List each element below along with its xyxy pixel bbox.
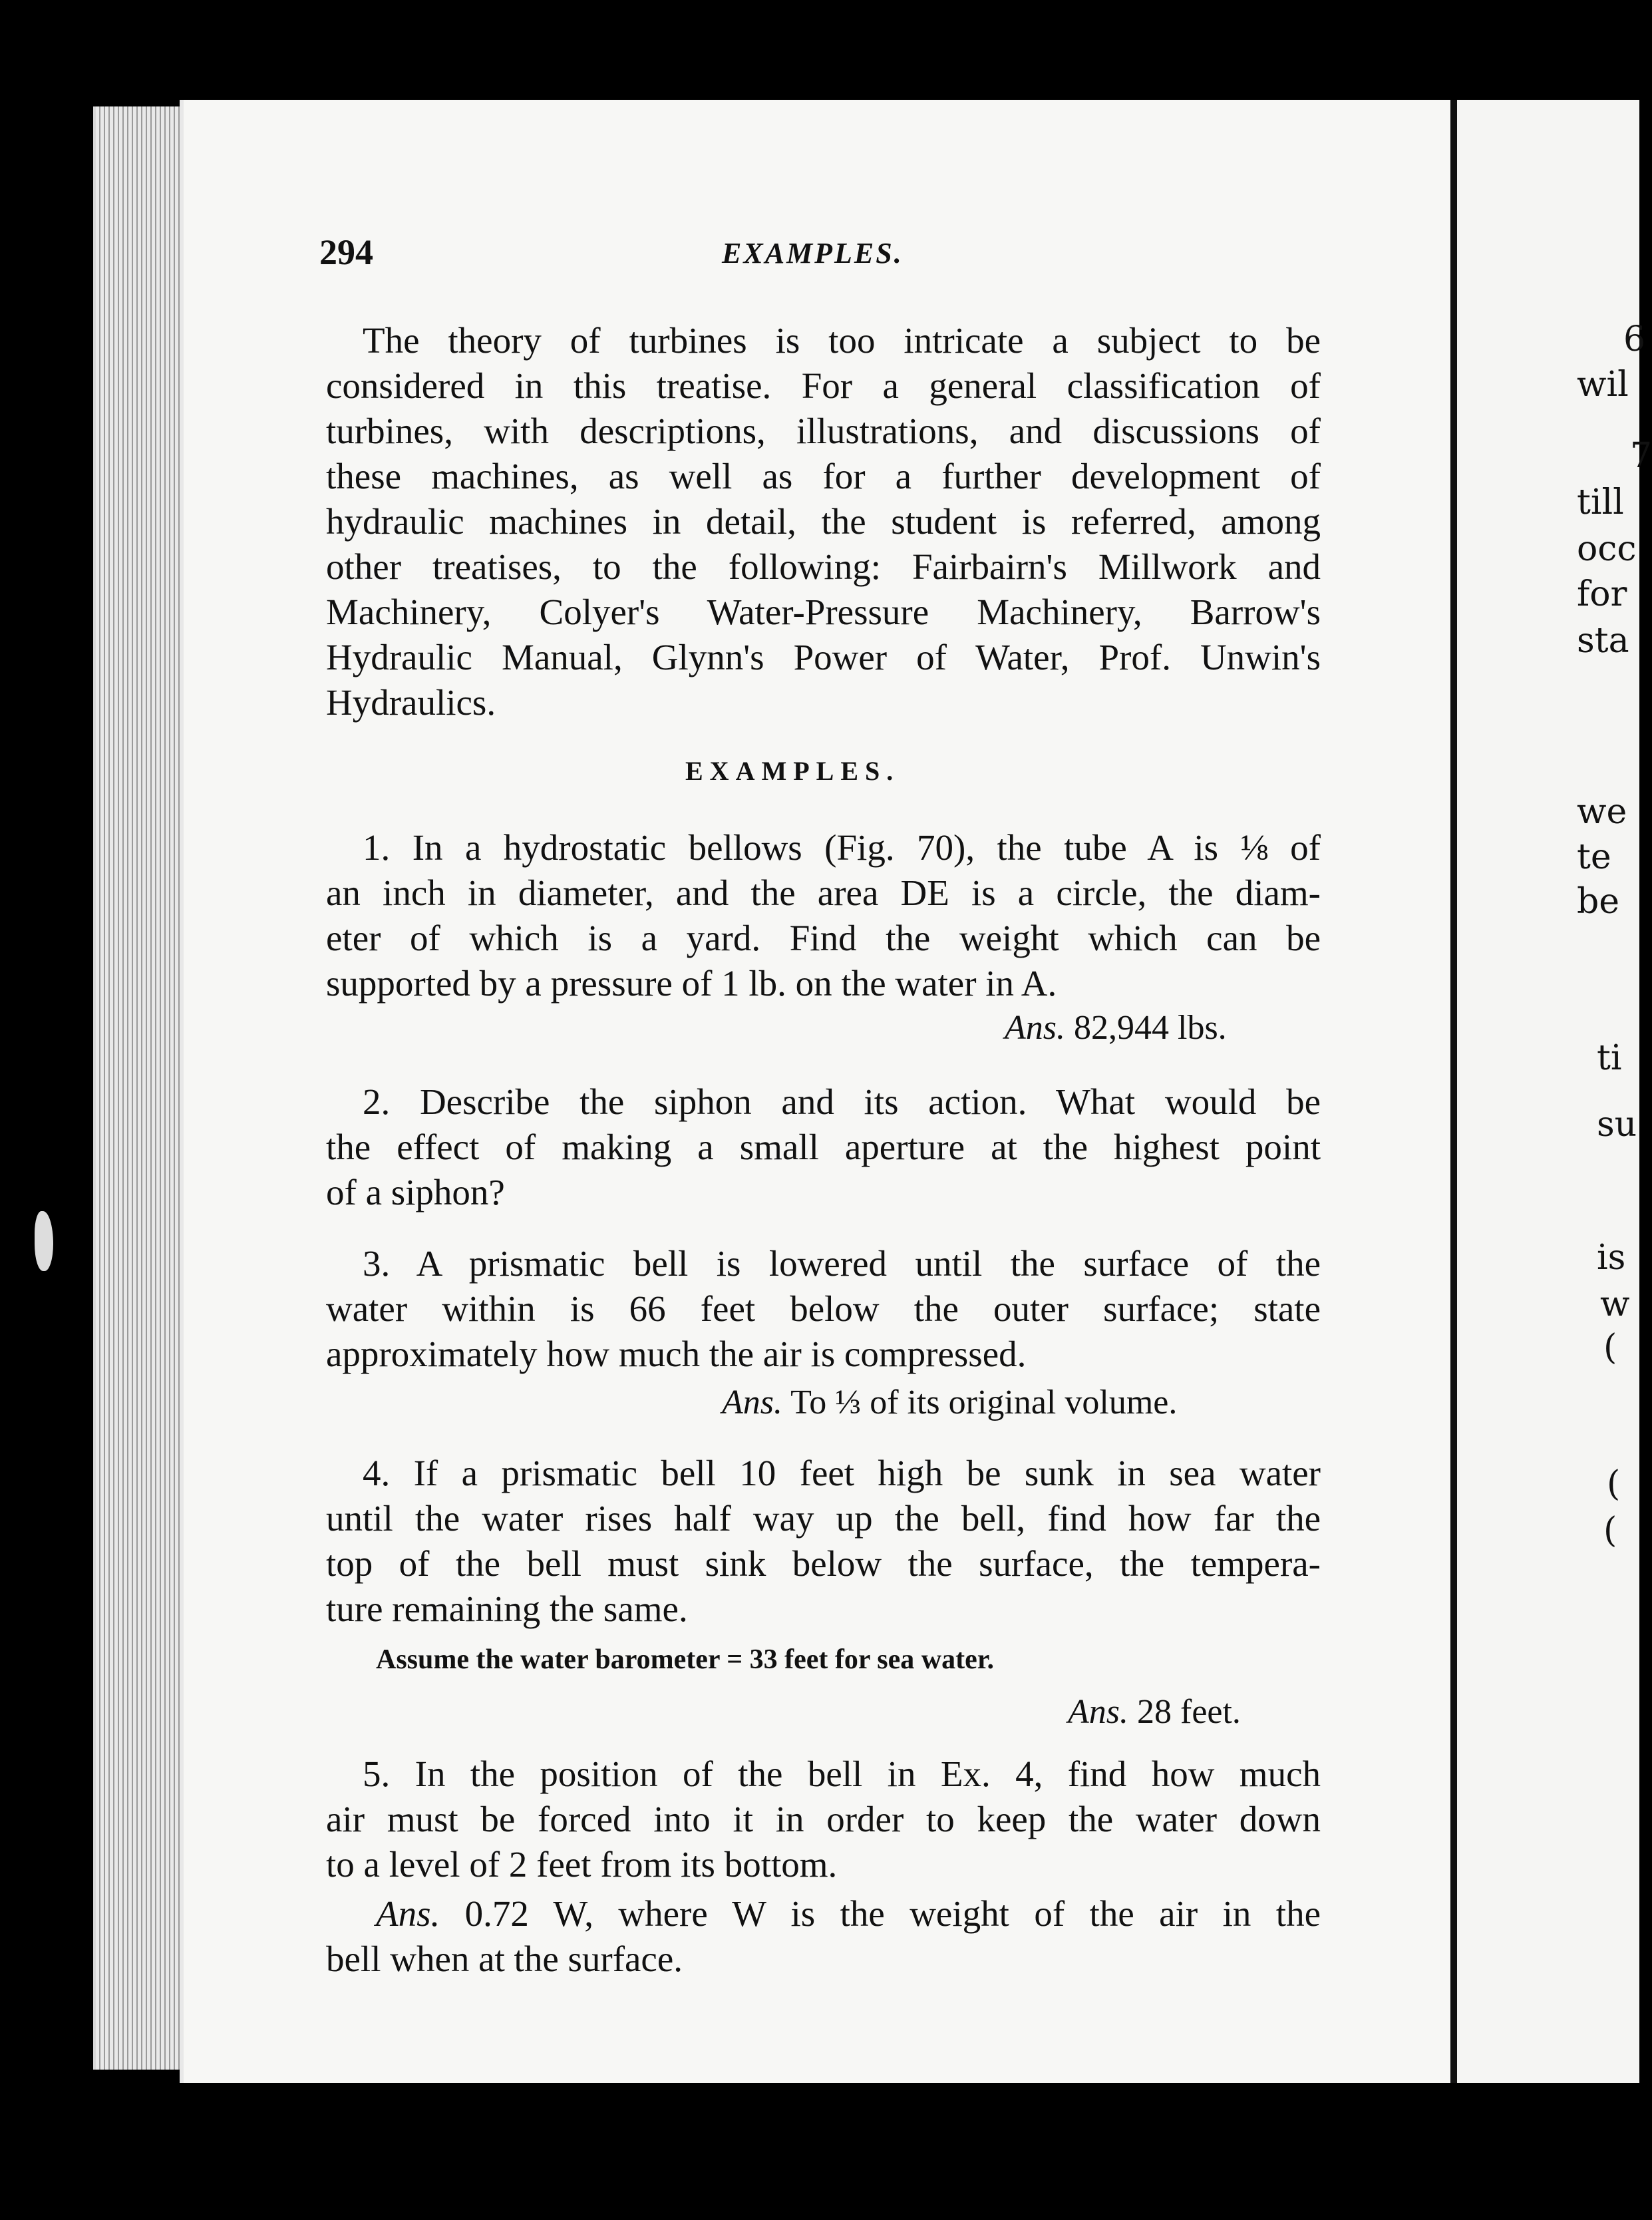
text-line: water within is 66 feet below the outer surface; state xyxy=(326,1288,1321,1329)
example-4 xyxy=(326,1451,1321,1632)
example-4-note: Assume the water barometer = 33 feet for sea water. xyxy=(376,1644,995,1675)
text-line: eter of which is a yard. Find the weight which can be xyxy=(326,918,1321,958)
fragment: sta xyxy=(1577,621,1629,661)
section-heading: EXAMPLES. xyxy=(685,756,900,786)
text-line: considered in this treatise. For a general classification of xyxy=(326,365,1321,406)
fragment: ti xyxy=(1597,1038,1622,1078)
fragment: be xyxy=(1577,882,1620,922)
fragment: te xyxy=(1577,837,1611,877)
answer-label: Ans. xyxy=(722,1384,782,1421)
example-4-answer xyxy=(1068,1692,1241,1732)
intro-paragraph xyxy=(326,318,1321,725)
answer-label: Ans. xyxy=(1068,1693,1128,1731)
example-3-answer xyxy=(722,1383,1177,1422)
example-1 xyxy=(326,825,1321,1006)
answer-line xyxy=(326,1891,1321,1937)
text-line: 4. If a prismatic bell 10 feet high be sunk in sea water xyxy=(363,1453,1321,1493)
text-line: Hydraulics. xyxy=(326,682,496,723)
text-line: 2. Describe the siphon and its action. What would be xyxy=(363,1081,1321,1122)
text-line: 3. A prismatic bell is lowered until the surface of the xyxy=(363,1243,1321,1284)
example-3 xyxy=(326,1241,1321,1377)
fragment: till xyxy=(1577,482,1624,522)
fragment: su xyxy=(1597,1105,1637,1145)
fragment: for xyxy=(1577,574,1627,614)
binding-clip xyxy=(35,1211,53,1271)
fragment: ( xyxy=(1607,1464,1621,1504)
answer-value: 82,944 lbs. xyxy=(1074,1009,1227,1047)
page-edges xyxy=(93,106,189,2070)
fragment: 7 xyxy=(1630,436,1652,476)
fragment: 6 xyxy=(1623,319,1646,359)
example-5 xyxy=(326,1752,1321,1887)
text-line: an inch in diameter, and the area DE is a circle, the diam- xyxy=(326,872,1321,913)
text-line: Machinery, Colyer's Water-Pressure Machinery, Barrow's xyxy=(326,592,1321,632)
fragment: wil xyxy=(1577,365,1629,405)
text-line: until the water rises half way up the bell, find how far the xyxy=(326,1498,1321,1539)
text-line: to a level of 2 feet from its bottom. xyxy=(326,1844,838,1885)
text-line: supported by a pressure of 1 lb. on the water in A. xyxy=(326,963,1057,1004)
running-title: EXAMPLES. xyxy=(722,237,904,270)
answer-value: To ⅓ of its original volume. xyxy=(790,1384,1178,1421)
fragment: ( xyxy=(1603,1511,1617,1551)
text-line: ture remaining the same. xyxy=(326,1588,688,1629)
text-line: turbines, with descriptions, illustrations, and discussions of xyxy=(326,411,1321,451)
text-line: air must be forced into it in order to keep the water down xyxy=(326,1799,1321,1839)
text-line: Hydraulic Manual, Glynn's Power of Water, Prof. Unwin's xyxy=(326,637,1321,677)
text-line: 5. In the position of the bell in Ex. 4, find how much xyxy=(363,1754,1321,1794)
text-line: hydraulic machines in detail, the student is referred, among xyxy=(326,501,1321,542)
text-line: the effect of making a small aperture at the highest point xyxy=(326,1127,1321,1167)
text-line: top of the bell must sink below the surface, the tempera- xyxy=(326,1543,1321,1584)
text-line: these machines, as well as for a further development of xyxy=(326,456,1321,496)
example-2 xyxy=(326,1079,1321,1215)
text-line: of a siphon? xyxy=(326,1172,505,1212)
fragment: ( xyxy=(1603,1328,1617,1368)
answer-line: bell when at the surface. xyxy=(326,1939,683,1979)
answer-value: 0.72 W, where W is the weight of the air in the xyxy=(464,1893,1321,1934)
answer-label: Ans. xyxy=(1005,1009,1065,1047)
fragment: we xyxy=(1577,792,1627,832)
page-number: 294 xyxy=(319,232,373,272)
text-line: The theory of turbines is too intricate a subject to be xyxy=(363,320,1321,361)
answer-value: 28 feet. xyxy=(1137,1693,1241,1731)
text-line: approximately how much the air is compressed. xyxy=(326,1334,1027,1374)
example-5-answer xyxy=(326,1891,1321,1982)
fragment: occ xyxy=(1577,529,1637,569)
fragment: is xyxy=(1597,1238,1626,1278)
text-line: 1. In a hydrostatic bellows (Fig. 70), the tube A is ⅛ of xyxy=(363,827,1321,868)
example-1-answer xyxy=(1005,1008,1227,1047)
answer-label: Ans. xyxy=(376,1893,440,1934)
text-line: other treatises, to the following: Fairbairn's Millwork and xyxy=(326,546,1321,587)
fragment: w xyxy=(1600,1284,1630,1324)
